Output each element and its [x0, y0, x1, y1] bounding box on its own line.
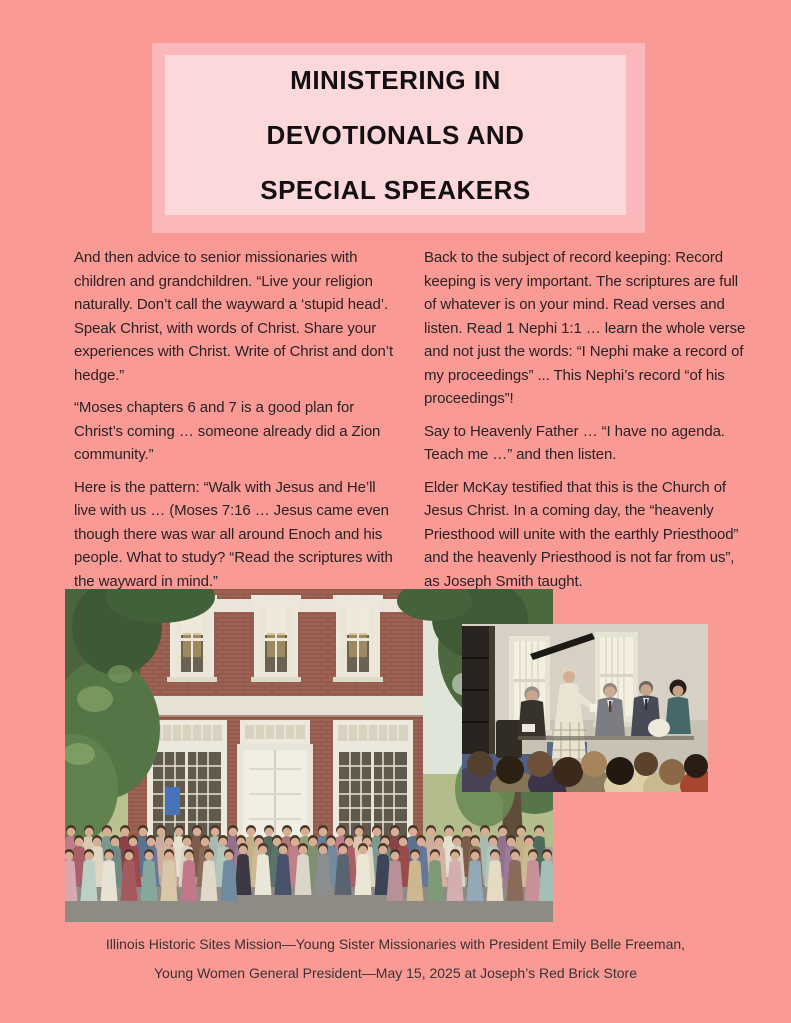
title-box-inner [165, 55, 626, 215]
right-text-column [424, 246, 750, 602]
bookshelf [462, 626, 495, 754]
page-title-line-1: MINISTERING IN [290, 64, 501, 95]
devotional-photo [462, 624, 708, 792]
photo-caption [15, 930, 776, 987]
body-paragraph: Say to Heavenly Father … “I have no agenda. Teach me …” and then listen. [424, 422, 725, 463]
page-title-line-2: DEVOTIONALS AND [266, 119, 525, 150]
body-paragraph: And then advice to senior missionaries with children and grandchildren. “Live your religion naturally. Don’t call the wayward a ‘stupid head’. Speak Christ, with words of Christ. Share your experiences with Christ. Write of Christ and don’t hedge.” [74, 249, 394, 384]
blue-bin [165, 787, 180, 815]
ground-floor [147, 720, 413, 844]
photo-caption-line-1: Illinois Historic Sites Mission—Young Sister Missionaries with President Emily Belle Freeman, [105, 936, 686, 952]
body-paragraph: Elder McKay testified that this is the Church of Jesus Christ. In a coming day, the “heavenly Priesthood will unite with the earthly Priesthood” and the heavenly Priesthood is not far from us”, as Joseph Smith taught. [424, 478, 739, 590]
body-paragraph: Here is the pattern: “Walk with Jesus and He’ll live with us … (Moses 7:16 … Jesus came even though there was war all around Enoch and his people. What to study? “Read the scriptures with the wayward in mind.” [74, 478, 393, 590]
photo-caption-line-2: Young Women General President—May 15, 2025 at Joseph’s Red Brick Store [153, 964, 637, 981]
title-box [152, 43, 645, 233]
body-paragraph: Back to the subject of record keeping: Record keeping is very important. The scriptures are full of whatever is on your mind. Read verses and listen. Read 1 Nephi 1:1 … learn the whole verse and not just the words: “I Nephi make a record of my proceedings” ... This Nephi’s record “of his proceedings”! [424, 249, 746, 407]
red-brick-store-building [117, 589, 433, 847]
body-paragraph: “Moses chapters 6 and 7 is a good plan for Christ’s coming … someone already did a Zion community.” [74, 399, 381, 463]
left-text-column [74, 246, 400, 602]
page-title-line-3: SPECIAL SPEAKERS [260, 174, 531, 205]
